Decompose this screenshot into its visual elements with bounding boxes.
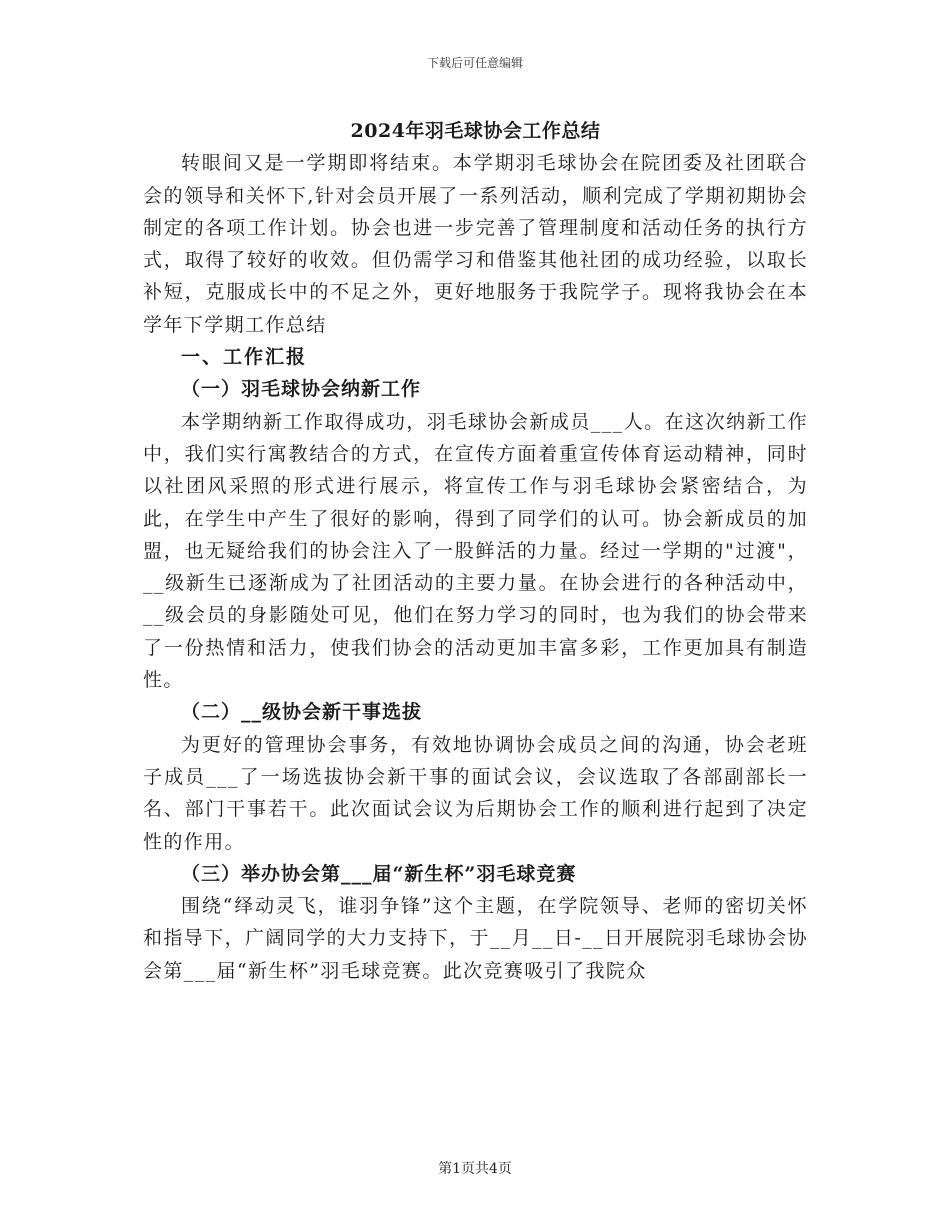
document-title: 2024年羽毛球协会工作总结: [350, 120, 601, 142]
page-number: 第1页共4页: [438, 1161, 512, 1177]
intro-paragraph: 转眼间又是一学期即将结束。本学期羽毛球协会在院团委及社团联合会的领导和关怀下,针对会员开展了一系列活动，顺利完成了学期初期协会制定的各项工作计划。协会也进一步完善了管理制度和活动任务的执行方式，取得了较好的收效。但仍需学习和借鉴其他社团的成功经验，以取长补短，克服成长中的不足之外，更好地服务于我院学子。现将我协会在本学年下学期工作总结: [143, 152, 808, 336]
tournament-paragraph: 围绕“绎动灵飞，谁羽争锋”这个主题，在学院领导、老师的密切关怀和指导下，广阔同学的大力支持下，于__月__日-__日开展院羽毛球协会协会第___届“新生杯”羽毛球竞赛。此次竞赛吸引了我院众: [143, 895, 808, 982]
section-heading-work-report: 一、工作汇报: [181, 346, 308, 369]
recruitment-paragraph: 本学期纳新工作取得成功，羽毛球协会新成员___人。在这次纳新工作中，我们实行寓教结合的方式，在宣传方面着重宣传体育运动精神，同时以社团风采照的形式进行展示，将宣传工作与羽毛球协会紧密结合，为此，在学生中产生了很好的影响，得到了同学们的认可。协会新成员的加盟，也无疑给我们的协会注入了一股鲜活的力量。经过一学期的"过渡"，__级新生已逐渐成为了社团活动的主要力量。在协会进行的各种活动中，__级会员的身影随处可见，他们在努力学习的同时，也为我们的协会带来了一份热情和活力，使我们协会的活动更加丰富多彩，工作更加具有制造性。: [143, 410, 808, 692]
subsection-heading-recruitment: （一）羽毛球协会纳新工作: [181, 378, 422, 401]
subsection-heading-tournament: （三）举办协会第___届“新生杯”羽毛球竞赛: [181, 862, 577, 885]
officer-selection-paragraph: 为更好的管理协会事务，有效地协调协会成员之间的沟通，协会老班子成员___了一场选拔协会新干事的面试会议，会议选取了各部副部长一名、部门干事若干。此次面试会议为后期协会工作的顺利进行起到了决定性的作用。: [143, 733, 808, 853]
subsection-heading-officer-selection: （二）__级协会新干事选拔: [181, 701, 423, 724]
document-body: [143, 115, 808, 987]
page-header-note: 下载后可任意编辑: [426, 56, 523, 70]
